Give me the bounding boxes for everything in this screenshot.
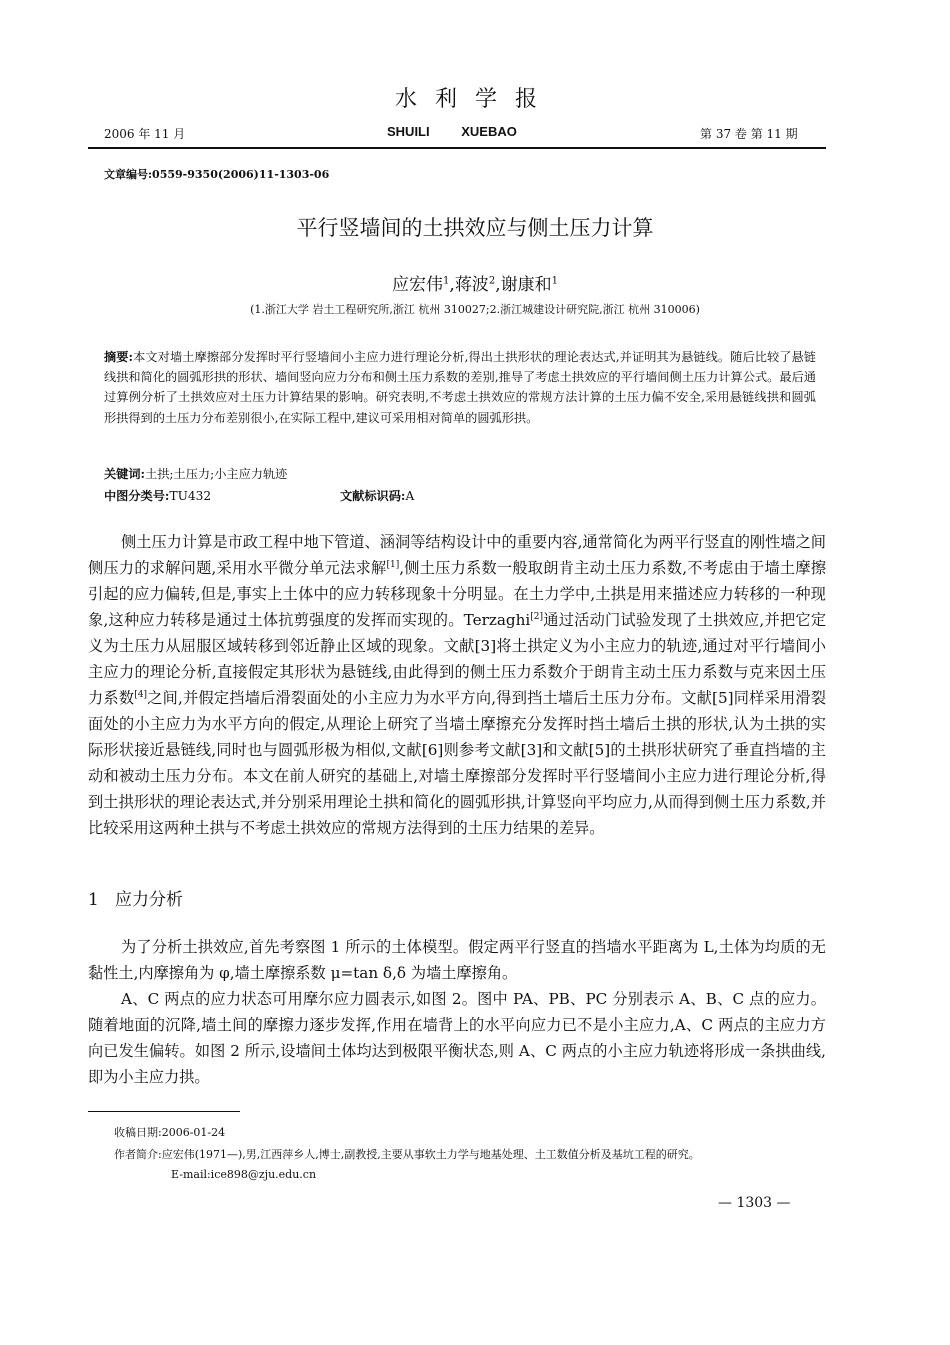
author-3: 谢康和 <box>500 275 552 295</box>
author-1: 应宏伟 <box>392 275 444 295</box>
author-separator: , <box>449 275 455 295</box>
author-list <box>0 270 950 295</box>
author-separator: , <box>495 275 501 295</box>
citation: [2] <box>530 611 544 622</box>
author-email: E-mail:ice898@zju.edu.cn <box>171 1168 317 1181</box>
author-2: 蒋波 <box>454 275 489 295</box>
keywords-label: 关键词: <box>104 467 146 481</box>
intro-text: 通过活动门试验发现了土拱效应,并把它定义为土压力从屈服区域转移到邻近静止区域的现象。文献[3]将土拱定义为小主应力的轨迹,通过对平行墙间小主应力的理论分析,直接假定其形状为悬链线,由此得到的侧土压力系数介于朗肯主动土压力系数与克来因土压力系数 <box>88 611 827 707</box>
article-number: 文章编号:0559-9350(2006)11-1303-06 <box>104 168 330 181</box>
intro-text: 侧土压力计算是市政工程中地下管道、涵洞等结构设计中的重要内容,通常简化为两平行竖直的刚性墙之间侧压力的求解问题,采用水平微分单元法求解 <box>88 533 826 577</box>
received-date: 收稿日期:2006-01-24 <box>114 1126 226 1139</box>
intro-paragraph <box>88 529 826 841</box>
citation: [4] <box>134 689 147 700</box>
keywords <box>104 465 287 482</box>
keywords-text: 土拱;土压力;小主应力轨迹 <box>145 467 288 481</box>
affiliations: (1.浙江大学 岩土工程研究所,浙江 杭州 310027;2.浙江城建设计研究院,浙江 杭州 310006) <box>250 303 700 316</box>
volume-issue: 第 37 卷 第 11 期 <box>700 127 798 141</box>
classification-code <box>104 487 211 504</box>
issue-date: 2006 年 11 月 <box>104 127 186 141</box>
terzaghi: Terzaghi <box>463 611 531 629</box>
author-1-affil: 1 <box>443 275 450 287</box>
document-code <box>340 487 414 504</box>
section-number: 1 <box>88 890 99 910</box>
paper-title: 平行竖墙间的土拱效应与侧土压力计算 <box>296 216 654 240</box>
abstract-text: 本文对墙土摩擦部分发挥时平行竖墙间小主应力进行理论分析,得出土拱形状的理论表达式,并证明其为悬链线。随后比较了悬链线拱和简化的圆弧形拱的形状、墙间竖向应力分布和侧土压力系数的差别,推导了考虑土拱效应的平行墙间侧土压力计算公式。最后通过算例分析了土拱效应对土压力计算结果的影响。研究表明,不考虑土拱效应的常规方法计算的土压力偏不安全,采用悬链线拱和圆弧形拱得到的土压力分布差别很小,在实际工程中,建议可采用相对简单的圆弧形拱。 <box>104 350 816 425</box>
section-heading <box>88 885 183 910</box>
intro-text: ,侧土压力系数一般取朗肯主动土压力系数,不考虑由于墙土摩擦引起的应力偏转,但是,事实上土体中的应力转移现象十分明显。在土力学中,土拱是用来描述应力转移的一种现象,这种应力转移是通过土体抗剪强度的发挥而实现的。 <box>88 559 827 629</box>
section-title: 应力分析 <box>115 890 184 910</box>
footnote-rule <box>88 1111 240 1112</box>
author-3-affil: 1 <box>551 275 558 287</box>
abstract <box>104 347 816 428</box>
page-number: — 1303 — <box>718 1195 791 1211</box>
journal-name-cn: 水利学报 <box>394 87 555 112</box>
intro-text: 之间,并假定挡墙后滑裂面处的小主应力为水平方向,得到挡土墙后土压力分布。文献[5]同样采用滑裂面处的小主应力为水平方向的假定,从理论上研究了当墙土摩擦充分发挥时挡土墙后土拱的形状,认为土拱的实际形状接近悬链线,同时也与圆弧形极为相似,文献[6]则参考文献[3]和文献[5]的土拱形状研究了垂直挡墙的主动和被动土压力分布。本文在前人研究的基础上,对墙土摩擦部分发挥时平行竖墙间小主应力进行理论分析,得到土拱形状的理论表达式,并分别采用理论土拱和简化的圆弧形拱,计算竖向平均应力,从而得到侧土压力系数,并比较采用这两种土拱与不考虑土拱效应的常规方法得到的土压力结果的差异。 <box>88 689 827 837</box>
citation: [1] <box>386 559 400 570</box>
classification-value: TU432 <box>169 489 212 503</box>
document-code-value: A <box>405 489 415 503</box>
section1-paragraph-2: A、C 两点的应力状态可用摩尔应力圆表示,如图 2。图中 PA、PB、PC 分别表示 A、B、C 点的应力。随着地面的沉降,墙土间的摩擦力逐步发挥,作用在墙背上的水平向应力已不是小主应力,A、C 两点的主应力方向已发生偏转。如图 2 所示,设墙间土体均达到极限平衡状态,则 A、C 两点的小主应力轨迹将形成一条拱曲线,即为小主应力拱。 <box>88 990 826 1086</box>
author-bio: 作者简介:应宏伟(1971—),男,江西萍乡人,博士,副教授,主要从事软土力学与地基处理、土工数值分析及基坑工程的研究。 <box>114 1148 700 1161</box>
author-2-affil: 2 <box>488 275 496 287</box>
document-code-label: 文献标识码: <box>340 489 406 503</box>
header-rule <box>88 147 826 149</box>
classification-label: 中图分类号: <box>104 489 170 503</box>
abstract-label: 摘要: <box>104 350 134 364</box>
section1-paragraph-1: 为了分析土拱效应,首先考察图 1 所示的土体模型。假定两平行竖直的挡墙水平距离为 L,土体为均质的无黏性土,内摩擦角为 φ,墙土摩擦系数 μ=tan δ,δ 为墙土摩擦角。 <box>88 938 826 982</box>
journal-name-en: SHUILI XUEBAO <box>387 124 517 139</box>
